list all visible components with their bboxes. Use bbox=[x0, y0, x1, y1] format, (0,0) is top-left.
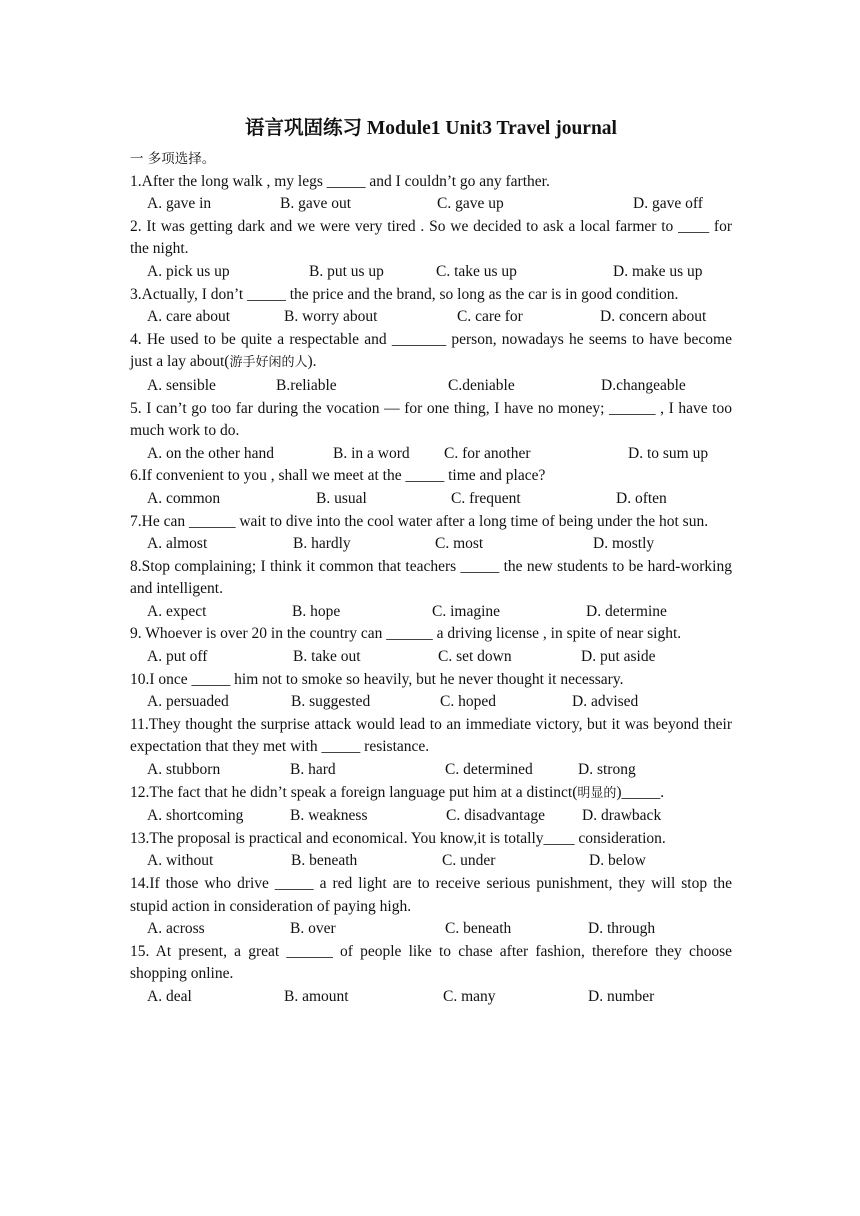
question-stem: 1.After the long walk , my legs _____ and I couldn’t go any farther. bbox=[130, 172, 550, 190]
options-row bbox=[130, 691, 732, 714]
option-d: D. through bbox=[588, 920, 656, 938]
option-b: B. gave out bbox=[280, 195, 352, 213]
option-a: A. shortcoming bbox=[147, 807, 244, 825]
options-row bbox=[130, 601, 732, 624]
question-stem bbox=[130, 782, 732, 806]
option-a: A. without bbox=[147, 852, 214, 870]
option-d: D. strong bbox=[578, 761, 636, 779]
worksheet-content bbox=[130, 114, 732, 1009]
options-row bbox=[130, 850, 732, 873]
stem-text: 12.The fact that he didn’t speak a foreign language put him at a distinct( bbox=[130, 783, 578, 801]
question-list bbox=[130, 171, 732, 1009]
question-10 bbox=[130, 669, 732, 714]
option-d: D. put aside bbox=[581, 648, 656, 666]
option-a: A. gave in bbox=[147, 195, 212, 213]
option-d: D. make us up bbox=[613, 262, 703, 280]
option-b: B. hope bbox=[292, 602, 341, 620]
question-stem bbox=[130, 329, 732, 375]
question-stem: 11.They thought the surprise attack would lead to an immediate victory, but it was beyond their expectation that they met with _____ resistance. bbox=[130, 715, 732, 756]
option-d: D. drawback bbox=[582, 807, 662, 825]
option-a: A. expect bbox=[147, 602, 207, 620]
options-row bbox=[130, 759, 732, 782]
chinese-gloss: 明显的 bbox=[577, 785, 617, 801]
options-row bbox=[130, 646, 732, 669]
option-c: C. take us up bbox=[436, 262, 517, 280]
option-b: B. worry about bbox=[284, 308, 378, 326]
options-row bbox=[130, 488, 732, 511]
question-stem: 13.The proposal is practical and economical. You know,it is totally____ consideration. bbox=[130, 829, 666, 847]
option-d: D. mostly bbox=[593, 535, 655, 553]
option-d: D.changeable bbox=[601, 376, 686, 394]
option-a: A. persuaded bbox=[147, 693, 229, 711]
question-2 bbox=[130, 216, 732, 284]
option-c: C. many bbox=[443, 987, 496, 1005]
question-stem: 10.I once _____ him not to smoke so heavily, but he never thought it necessary. bbox=[130, 670, 624, 688]
question-12 bbox=[130, 782, 732, 828]
option-b: B. put us up bbox=[309, 262, 384, 280]
question-stem: 2. It was getting dark and we were very tired . So we decided to ask a local farmer to ____ for the night. bbox=[130, 217, 732, 258]
option-b: B. hardly bbox=[293, 535, 351, 553]
option-c: C. beneath bbox=[445, 920, 512, 938]
option-b: B.reliable bbox=[276, 376, 337, 394]
question-14 bbox=[130, 873, 732, 941]
option-a: A. put off bbox=[147, 648, 208, 666]
stem-text: ). bbox=[307, 353, 317, 371]
question-6 bbox=[130, 465, 732, 510]
question-1 bbox=[130, 171, 732, 216]
question-stem: 3.Actually, I don’t _____ the price and the brand, so long as the car is in good condition. bbox=[130, 285, 679, 303]
option-a: A. stubborn bbox=[147, 761, 221, 779]
option-c: C. under bbox=[442, 852, 496, 870]
option-c: C. care for bbox=[457, 308, 523, 326]
option-d: D. to sum up bbox=[628, 444, 709, 462]
question-7 bbox=[130, 511, 732, 556]
option-d: D. below bbox=[589, 852, 646, 870]
question-stem: 8.Stop complaining; I think it common that teachers _____ the new students to be hard-working and intelligent. bbox=[130, 557, 732, 598]
option-b: B. weakness bbox=[290, 807, 368, 825]
options-row bbox=[130, 306, 732, 329]
options-row bbox=[130, 986, 732, 1009]
stem-text: 4. He used to be quite a respectable and _______ person, nowadays he seems to have become just a lay about( bbox=[130, 330, 732, 371]
option-a: A. deal bbox=[147, 987, 192, 1005]
option-d: D. determine bbox=[586, 602, 667, 620]
question-8 bbox=[130, 556, 732, 624]
question-stem: 15. At present, a great ______ of people like to chase after fashion, therefore they choose shopping online. bbox=[130, 942, 732, 983]
option-b: B. amount bbox=[284, 987, 349, 1005]
options-row bbox=[130, 193, 732, 216]
option-d: D. gave off bbox=[633, 195, 703, 213]
option-d: D. number bbox=[588, 987, 655, 1005]
option-b: B. hard bbox=[290, 761, 336, 779]
option-a: A. care about bbox=[147, 308, 231, 326]
chinese-gloss: 游手好闲的人 bbox=[229, 355, 308, 371]
option-b: B. over bbox=[290, 920, 336, 938]
option-c: C. hoped bbox=[440, 693, 496, 711]
question-stem: 7.He can ______ wait to dive into the cool water after a long time of being under the hot sun. bbox=[130, 512, 709, 530]
option-c: C. imagine bbox=[432, 602, 501, 620]
option-a: A. on the other hand bbox=[147, 444, 274, 462]
options-row bbox=[130, 443, 732, 466]
question-stem: 14.If those who drive _____ a red light are to receive serious punishment, they will stop the stupid action in consideration of paying high. bbox=[130, 875, 732, 915]
option-c: C. for another bbox=[444, 444, 531, 462]
options-row bbox=[130, 375, 732, 398]
question-5 bbox=[130, 398, 732, 466]
option-c: C. frequent bbox=[451, 489, 521, 507]
question-15 bbox=[130, 941, 732, 1009]
option-b: B. take out bbox=[293, 648, 361, 666]
option-b: B. usual bbox=[316, 489, 367, 507]
option-c: C. set down bbox=[438, 648, 512, 666]
option-d: D. often bbox=[616, 489, 667, 507]
question-11 bbox=[130, 714, 732, 782]
option-b: B. in a word bbox=[333, 444, 410, 462]
options-row bbox=[130, 261, 732, 284]
options-row bbox=[130, 918, 732, 941]
page-title: 语言巩固练习 Module1 Unit3 Travel journal bbox=[245, 118, 617, 139]
option-a: A. common bbox=[147, 489, 221, 507]
question-stem: 6.If convenient to you , shall we meet at the _____ time and place? bbox=[130, 467, 546, 485]
option-c: C. determined bbox=[445, 761, 533, 779]
question-13 bbox=[130, 828, 732, 873]
question-4 bbox=[130, 329, 732, 398]
option-b: B. beneath bbox=[291, 852, 358, 870]
option-d: D. concern about bbox=[600, 308, 707, 326]
option-c: C. gave up bbox=[437, 195, 504, 213]
option-c: C.deniable bbox=[448, 376, 515, 394]
question-stem: 5. I can’t go too far during the vocation — for one thing, I have no money; ______ , I have too much work to do. bbox=[130, 399, 732, 440]
stem-text: )_____. bbox=[616, 783, 665, 801]
option-b: B. suggested bbox=[291, 693, 371, 711]
option-a: A. pick us up bbox=[147, 262, 230, 280]
question-stem: 9. Whoever is over 20 in the country can ______ a driving license , in spite of near sight. bbox=[130, 625, 682, 643]
option-c: C. most bbox=[435, 535, 484, 553]
options-row bbox=[130, 805, 732, 828]
option-c: C. disadvantage bbox=[446, 807, 546, 825]
section-heading: 一 多项选择。 bbox=[130, 151, 216, 167]
question-3 bbox=[130, 284, 732, 329]
options-row bbox=[130, 533, 732, 556]
option-a: A. almost bbox=[147, 535, 208, 553]
option-a: A. across bbox=[147, 920, 205, 938]
option-d: D. advised bbox=[572, 693, 639, 711]
question-9 bbox=[130, 623, 732, 668]
option-a: A. sensible bbox=[147, 376, 216, 394]
